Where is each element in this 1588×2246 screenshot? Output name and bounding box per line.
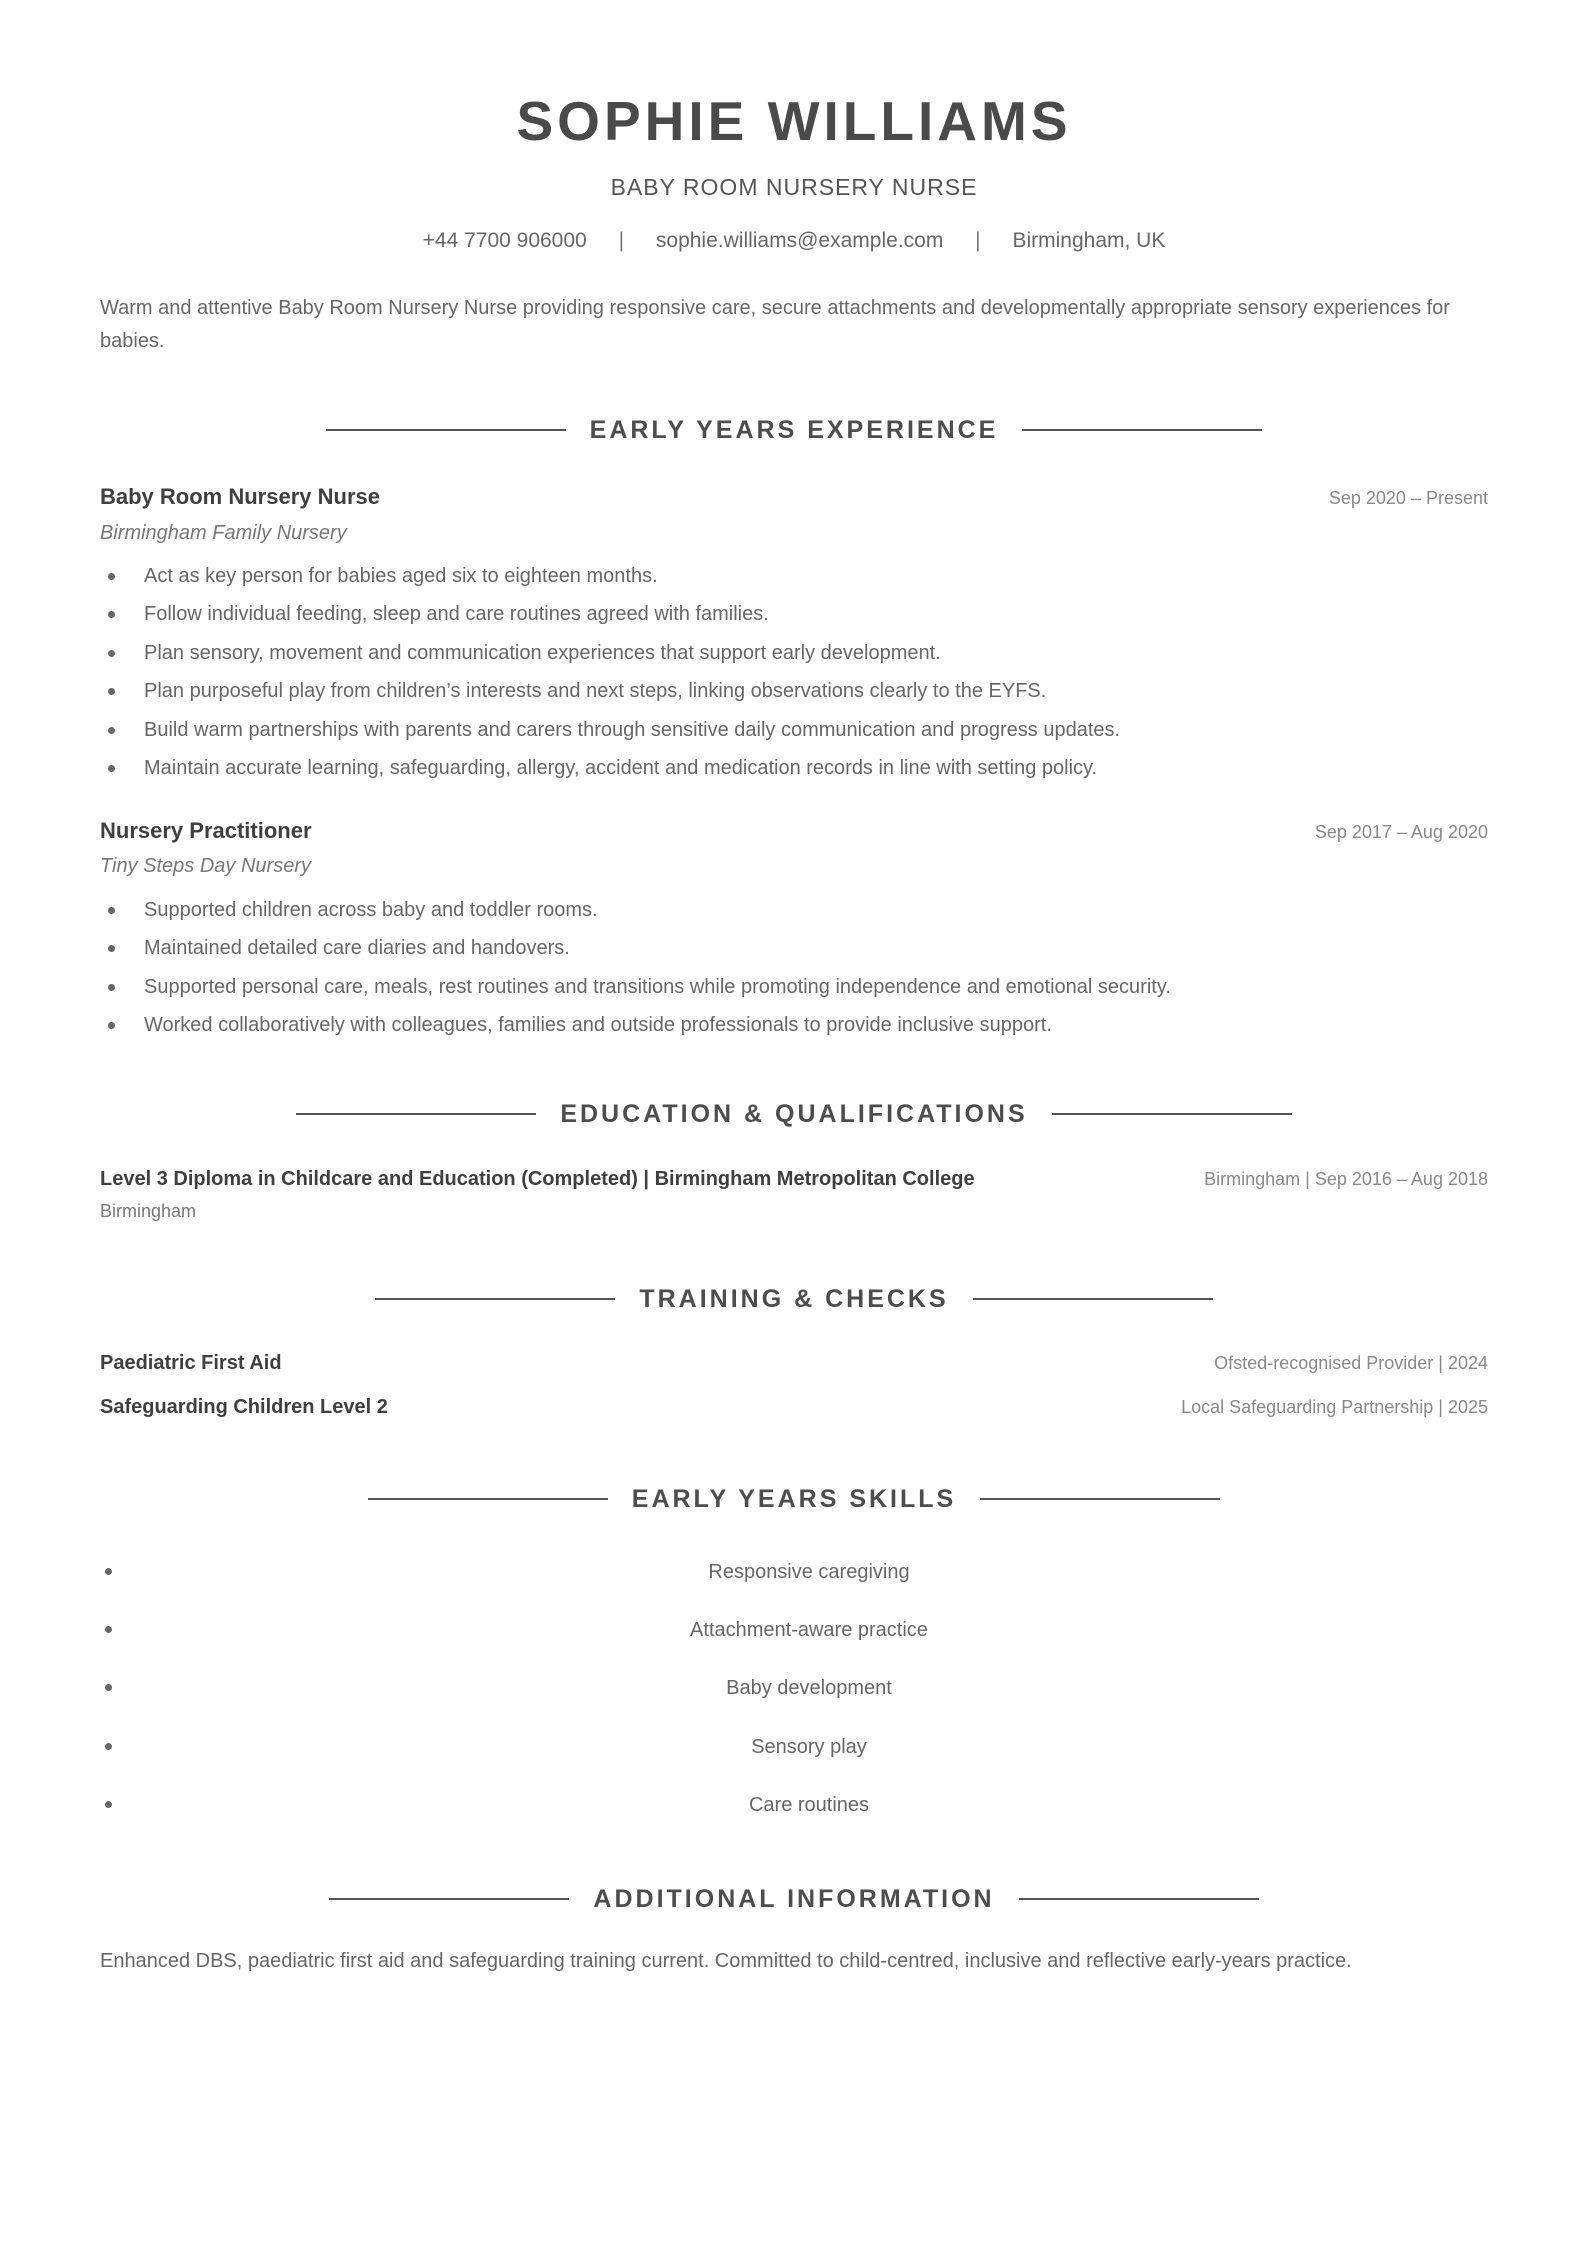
list-item: Build warm partnerships with parents and carers through sensitive daily communication and progress updates. (100, 711, 1488, 749)
section-heading-label: EARLY YEARS SKILLS (631, 1484, 957, 1513)
training-title: Paediatric First Aid (100, 1352, 282, 1374)
training-entry (100, 1352, 1488, 1375)
job-responsibilities (100, 557, 1488, 787)
list-item: Maintained detailed care diaries and handovers. (100, 929, 1488, 967)
job-dates: Sep 2017 – Aug 2020 (1314, 822, 1488, 842)
training-entry (100, 1396, 1488, 1419)
heading-rule (980, 1498, 1220, 1500)
education-location: Birmingham (100, 1201, 197, 1221)
job-employer: Tiny Steps Day Nursery (100, 855, 311, 877)
contact-line (0, 226, 1588, 256)
section-heading-additional (0, 1879, 1588, 1919)
section-heading-experience (0, 410, 1588, 450)
job-title: Baby Room Nursery Nurse (100, 484, 380, 509)
list-item: Plan sensory, movement and communication experiences that support early development. (100, 634, 1488, 672)
candidate-name: SOPHIE WILLIAMS (516, 90, 1072, 152)
list-item: Act as key person for babies aged six to eighteen months. (100, 557, 1488, 595)
education-entry (100, 1168, 1488, 1191)
list-item: Responsive caregiving (100, 1543, 1488, 1601)
list-item: Plan purposeful play from children’s interests and next steps, linking observations clearly to the EYFS. (100, 672, 1488, 710)
contact-email: sophie.williams@example.com (655, 229, 944, 252)
education-meta: Birmingham | Sep 2016 – Aug 2018 (1204, 1169, 1488, 1189)
job-employer: Birmingham Family Nursery (100, 522, 347, 544)
job-header (100, 484, 1488, 510)
list-item: Supported children across baby and toddler rooms. (100, 891, 1488, 929)
heading-rule (1019, 1898, 1259, 1900)
list-item: Worked collaboratively with colleagues, families and outside professionals to provide inclusive support. (100, 1006, 1488, 1044)
job-dates: Sep 2020 – Present (1328, 488, 1488, 508)
job-header (100, 818, 1488, 844)
list-item: Attachment-aware practice (100, 1601, 1488, 1659)
training-meta: Ofsted-recognised Provider | 2024 (1214, 1353, 1488, 1373)
heading-rule (973, 1298, 1213, 1300)
contact-separator: | (618, 229, 625, 252)
section-heading-label: TRAINING & CHECKS (639, 1284, 949, 1313)
section-heading-training (0, 1279, 1588, 1319)
heading-rule (329, 1898, 569, 1900)
job-title: Nursery Practitioner (100, 818, 312, 843)
profile-summary: Warm and attentive Baby Room Nursery Nurse providing responsive care, secure attachments and developmentally appropriate sensory experiences for babies. (100, 297, 1450, 352)
section-heading-label: ADDITIONAL INFORMATION (593, 1884, 995, 1913)
list-item: Supported personal care, meals, rest routines and transitions while promoting independence and emotional security. (100, 968, 1488, 1006)
list-item: Sensory play (100, 1718, 1488, 1776)
contact-phone: +44 7700 906000 (422, 229, 587, 252)
candidate-headline: BABY ROOM NURSERY NURSE (610, 174, 978, 200)
section-heading-label: EDUCATION & QUALIFICATIONS (560, 1099, 1028, 1128)
list-item: Care routines (100, 1776, 1488, 1834)
heading-rule (368, 1498, 608, 1500)
skills-list (100, 1543, 1488, 1834)
list-item: Follow individual feeding, sleep and care routines agreed with families. (100, 595, 1488, 633)
list-item: Maintain accurate learning, safeguarding, allergy, accident and medication records in line with setting policy. (100, 749, 1488, 787)
training-title: Safeguarding Children Level 2 (100, 1396, 388, 1418)
heading-rule (296, 1113, 536, 1115)
section-heading-skills (0, 1479, 1588, 1519)
heading-rule (375, 1298, 615, 1300)
list-item: Baby development (100, 1659, 1488, 1717)
job-responsibilities (100, 891, 1488, 1045)
section-heading-label: EARLY YEARS EXPERIENCE (589, 415, 999, 444)
contact-separator: | (975, 229, 981, 252)
training-meta: Local Safeguarding Partnership | 2025 (1181, 1397, 1488, 1417)
heading-rule (326, 429, 566, 431)
education-title: Level 3 Diploma in Childcare and Education (Completed) | Birmingham Metropolitan College (100, 1168, 975, 1190)
heading-rule (1022, 429, 1262, 431)
additional-information: Enhanced DBS, paediatric first aid and safeguarding training current. Committed to child-centred, inclusive and reflective early-years practice. (100, 1950, 1352, 1972)
heading-rule (1052, 1113, 1292, 1115)
contact-location: Birmingham, UK (1012, 229, 1166, 252)
section-heading-education (0, 1094, 1588, 1134)
